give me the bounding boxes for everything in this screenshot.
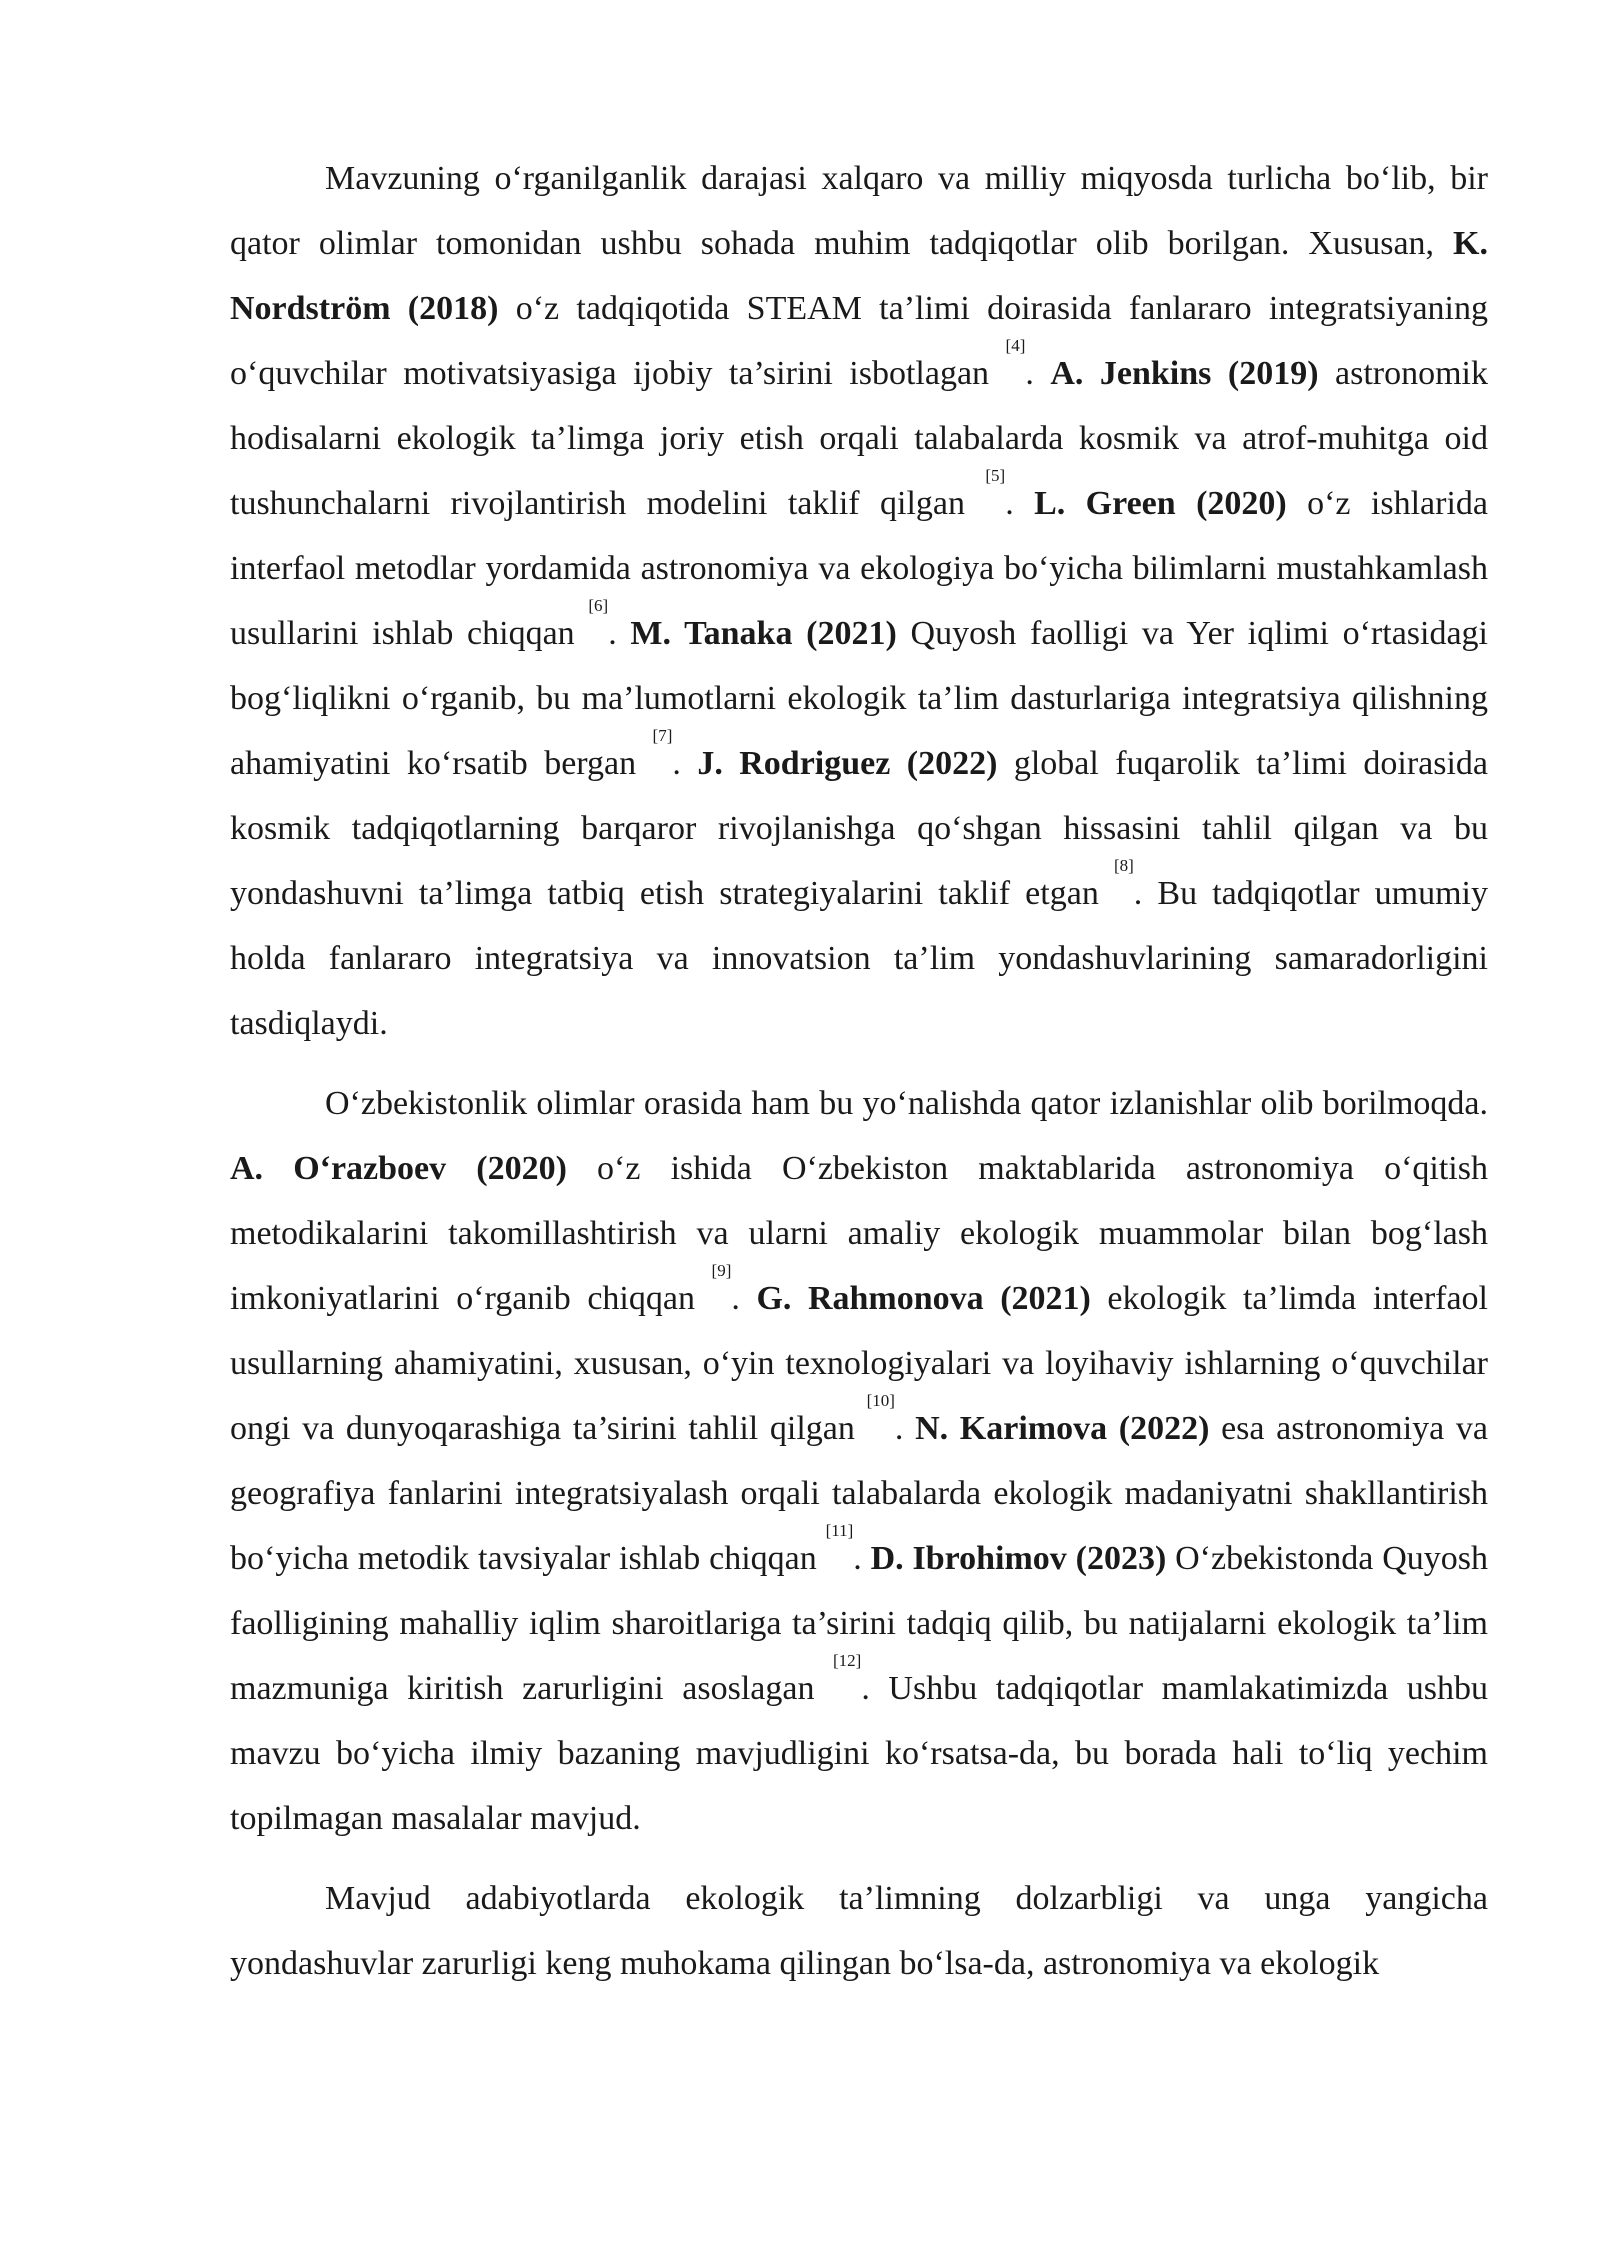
text-run: . Bu tadqiqotlar umumiy holda fanlararo integratsiya va innovatsion ta’lim yondashuvlarining samaradorligini tasdiqlaydi. bbox=[230, 875, 1488, 1042]
paragraph-literature-gap bbox=[230, 1866, 1488, 1996]
author-citation: A. O‘razboev (2020) bbox=[230, 1150, 567, 1187]
text-run: Quyosh faolligi va Yer iqlimi o‘rtasidagi bog‘liqlikni o‘rganib, bu ma’lumotlarni ekologik ta’lim dasturlariga integratsiya qilishning ahamiyatini ko‘rsatib bergan bbox=[230, 615, 1489, 782]
author-citation: N. Karimova (2022) bbox=[915, 1410, 1210, 1447]
text-run: Mavzuning o‘rganilganlik darajasi xalqaro va milliy miqyosda turlicha bo‘lib, bir qator olimlar tomonidan ushbu sohada muhim tadqiqotlar olib borilgan. Xususan, bbox=[230, 160, 1488, 262]
author-citation: K. Nordström (2018) bbox=[230, 225, 1488, 327]
text-run: o‘z tadqiqotida STEAM ta’limi doirasida fanlararo integratsiyaning o‘quvchilar motivatsiyasiga ijobiy ta’sirini isbotlagan bbox=[230, 290, 1488, 392]
text-run: astronomik hodisalarni ekologik ta’limga joriy etish orqali talabalarda kosmik va atrof-muhitga oid tushunchalarni rivojlantirish modelini taklif qilgan bbox=[230, 355, 1489, 522]
reference-marker: [6] bbox=[588, 596, 609, 615]
text-run: esa astronomiya va geografiya fanlarini integratsiyalash orqali talabalarda ekologik madaniyatni shakllantirish bo‘yicha metodik tavsiyalar ishlab chiqqan bbox=[230, 1410, 1488, 1577]
text-run: . Ushbu tadqiqotlar mamlakatimizda ushbu mavzu bo‘yicha ilmiy bazaning mavjudligini ko‘rsatsa-da, bu borada hali to‘liq yechim topilmagan masalalar mavjud. bbox=[230, 1670, 1488, 1837]
text-run: o‘z ishlarida interfaol metodlar yordamida astronomiya va ekologiya bo‘yicha bilimlarni mustahkamlash usullarini ishlab chiqqan bbox=[230, 485, 1488, 652]
text-run: . bbox=[672, 745, 698, 782]
author-citation: L. Green (2020) bbox=[1034, 485, 1287, 522]
text-run: ekologik ta’limda interfaol usullarning ahamiyatini, xususan, o‘yin texnologiyalari va loyihaviy ishlarning o‘quvchilar ongi va dunyoqarashiga ta’sirini tahlil qilgan bbox=[230, 1280, 1489, 1447]
reference-marker: [7] bbox=[652, 726, 673, 745]
document-page bbox=[230, 146, 1488, 2011]
reference-marker: [4] bbox=[1005, 336, 1026, 355]
author-citation: M. Tanaka (2021) bbox=[630, 615, 897, 652]
text-run: . bbox=[894, 1410, 916, 1447]
author-citation: A. Jenkins (2019) bbox=[1050, 355, 1319, 392]
text-run: . bbox=[608, 615, 631, 652]
paragraph-international-research bbox=[230, 146, 1488, 1056]
text-run: . bbox=[853, 1540, 871, 1577]
reference-marker: [8] bbox=[1113, 856, 1134, 875]
reference-marker: [9] bbox=[711, 1261, 732, 1280]
reference-marker: [10] bbox=[866, 1391, 895, 1410]
reference-marker: [11] bbox=[825, 1521, 854, 1540]
reference-marker: [12] bbox=[833, 1651, 862, 1670]
reference-marker: [5] bbox=[985, 466, 1006, 485]
text-run: O‘zbekistonda Quyosh faolligining mahalliy iqlim sharoitlariga ta’sirini tadqiq qilib, bu natijalarni ekologik ta’lim mazmuniga kiritish zarurligini asoslagan bbox=[230, 1540, 1489, 1707]
text-run: global fuqarolik ta’limi doirasida kosmik tadqiqotlarning barqaror rivojlanishga qo‘shgan hissasini tahlil qilgan va bu yondashuvni ta’limga tatbiq etish strategiyalarini taklif etgan bbox=[230, 745, 1488, 912]
author-citation: G. Rahmonova (2021) bbox=[756, 1280, 1091, 1317]
author-citation: D. Ibrohimov (2023) bbox=[870, 1540, 1167, 1577]
text-run: Mavjud adabiyotlarda ekologik ta’limning dolzarbligi va unga yangicha yondashuvlar zarurligi keng muhokama qilingan bo‘lsa-da, astronomiya va ekologik bbox=[230, 1880, 1488, 1982]
paragraph-uzbek-research bbox=[230, 1071, 1488, 1851]
text-run: o‘z ishida O‘zbekiston maktablarida astronomiya o‘qitish metodikalarini takomillashtirish va ularni amaliy ekologik muammolar bilan bog‘lash imkoniyatlarini o‘rganib chiqqan bbox=[230, 1150, 1488, 1317]
text-run: . bbox=[1005, 485, 1035, 522]
author-citation: J. Rodriguez (2022) bbox=[697, 745, 998, 782]
text-run: O‘zbekistonlik olimlar orasida ham bu yo‘nalishda qator izlanishlar olib borilmoqda. bbox=[325, 1085, 1488, 1122]
text-run: . bbox=[1025, 355, 1051, 392]
text-run: . bbox=[731, 1280, 757, 1317]
